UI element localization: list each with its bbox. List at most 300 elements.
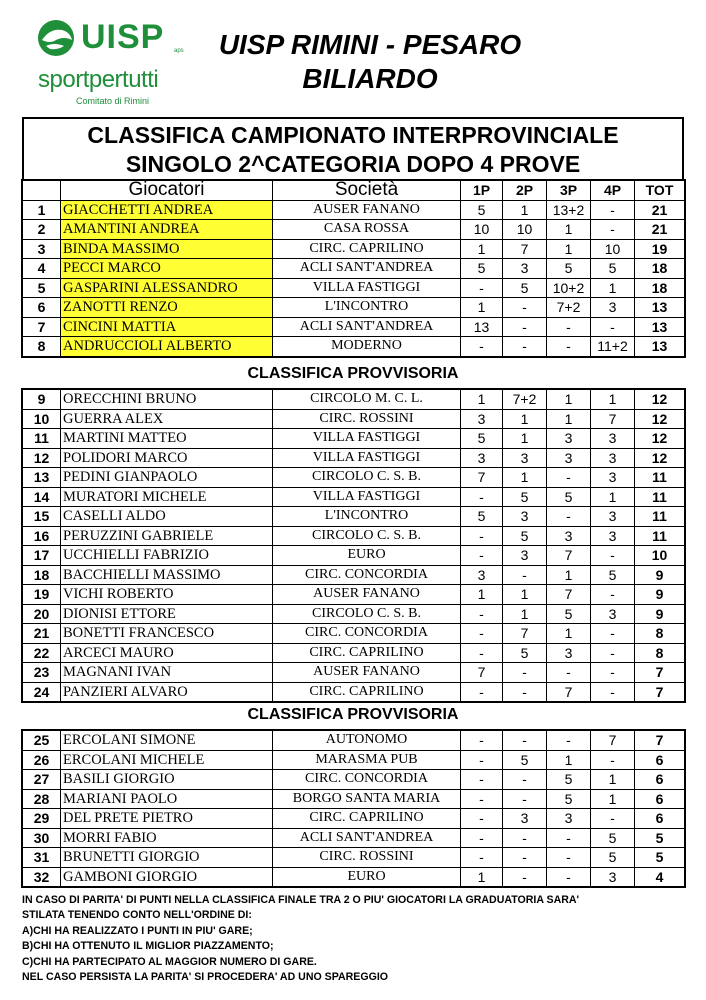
standings-table-provisional-2 [22, 730, 685, 887]
club-cell: VILLA FASTIGGI [273, 429, 461, 449]
total-cell: 7 [635, 682, 685, 702]
score-p3-cell: 5 [547, 259, 591, 279]
total-cell: 13 [635, 317, 685, 337]
score-p1-cell: - [461, 682, 503, 702]
player-name-cell: CINCINI MATTIA [61, 317, 273, 337]
score-p1-cell: - [461, 604, 503, 624]
score-p3-cell: 1 [547, 565, 591, 585]
score-p4-cell: 1 [591, 487, 635, 507]
score-p2-cell: 3 [503, 448, 547, 468]
score-p4-cell: 5 [591, 259, 635, 279]
score-p3-cell: 7 [547, 585, 591, 605]
rank-cell: 3 [23, 239, 61, 259]
title-line-2: BILIARDO [302, 63, 438, 94]
total-cell: 8 [635, 643, 685, 663]
score-p3-cell: 1 [547, 750, 591, 770]
section-title-provisional-2: CLASSIFICA PROVVISORIA [247, 706, 459, 723]
standings-table-provisional-1 [22, 389, 685, 702]
table-row [23, 770, 685, 790]
club-cell: CIRC. CONCORDIA [273, 770, 461, 790]
score-p3-cell: - [547, 337, 591, 357]
score-p1-cell: - [461, 789, 503, 809]
rank-cell: 11 [23, 429, 61, 449]
score-p4-cell: 5 [591, 565, 635, 585]
table-row [23, 448, 685, 468]
score-p2-cell: 3 [503, 507, 547, 527]
tiebreak-notes [22, 893, 684, 985]
score-p3-cell: - [547, 468, 591, 488]
note-line: STILATA TENENDO CONTO NELL'ORDINE DI: [22, 909, 252, 922]
score-p1-cell: 7 [461, 663, 503, 683]
header-tot: TOT [635, 181, 685, 201]
score-p4-cell: 3 [591, 507, 635, 527]
club-cell: MODERNO [273, 337, 461, 357]
club-cell: AUTONOMO [273, 731, 461, 751]
table-row [23, 390, 685, 410]
score-p4-cell: - [591, 750, 635, 770]
player-name-cell: MARIANI PAOLO [61, 789, 273, 809]
score-p1-cell: 7 [461, 468, 503, 488]
score-p1-cell: 3 [461, 565, 503, 585]
score-p2-cell: - [503, 298, 547, 318]
player-name-cell: ANDRUCCIOLI ALBERTO [61, 337, 273, 357]
score-p1-cell: - [461, 643, 503, 663]
score-p4-cell: 5 [591, 848, 635, 868]
rank-cell: 25 [23, 731, 61, 751]
player-name-cell: ZANOTTI RENZO [61, 298, 273, 318]
total-cell: 11 [635, 526, 685, 546]
total-cell: 5 [635, 848, 685, 868]
player-name-cell: BINDA MASSIMO [61, 239, 273, 259]
score-p4-cell: 7 [591, 731, 635, 751]
score-p3-cell: - [547, 867, 591, 887]
player-name-cell: BRUNETTI GIORGIO [61, 848, 273, 868]
score-p4-cell: - [591, 546, 635, 566]
player-name-cell: BONETTI FRANCESCO [61, 624, 273, 644]
rank-cell: 14 [23, 487, 61, 507]
club-cell: CIRCOLO C. S. B. [273, 468, 461, 488]
rank-cell: 32 [23, 867, 61, 887]
score-p3-cell: 7 [547, 546, 591, 566]
rank-cell: 23 [23, 663, 61, 683]
score-p3-cell: - [547, 731, 591, 751]
score-p4-cell: 7 [591, 409, 635, 429]
rank-cell: 18 [23, 565, 61, 585]
total-cell: 9 [635, 565, 685, 585]
score-p1-cell: 1 [461, 298, 503, 318]
rank-cell: 24 [23, 682, 61, 702]
score-p1-cell: 1 [461, 390, 503, 410]
table-row [23, 731, 685, 751]
club-cell: CIRC. CAPRILINO [273, 809, 461, 829]
club-cell: VILLA FASTIGGI [273, 278, 461, 298]
player-name-cell: PANZIERI ALVARO [61, 682, 273, 702]
score-p3-cell: 5 [547, 604, 591, 624]
table-row [23, 278, 685, 298]
score-p1-cell: - [461, 337, 503, 357]
club-cell: CIRC. CAPRILINO [273, 643, 461, 663]
title-line-1: UISP RIMINI - PESARO [218, 29, 522, 60]
score-p1-cell: 1 [461, 585, 503, 605]
table-row [23, 809, 685, 829]
score-p3-cell: 3 [547, 526, 591, 546]
table-row [23, 487, 685, 507]
rank-cell: 15 [23, 507, 61, 527]
player-name-cell: ARCECI MAURO [61, 643, 273, 663]
score-p2-cell: - [503, 770, 547, 790]
player-name-cell: ERCOLANI SIMONE [61, 731, 273, 751]
score-p3-cell: 3 [547, 643, 591, 663]
header-p4: 4P [591, 181, 635, 201]
score-p1-cell: - [461, 848, 503, 868]
player-name-cell: BASILI GIORGIO [61, 770, 273, 790]
player-name-cell: AMANTINI ANDREA [61, 220, 273, 240]
rank-cell: 4 [23, 259, 61, 279]
rank-cell: 13 [23, 468, 61, 488]
table-row [23, 526, 685, 546]
score-p2-cell: 1 [503, 200, 547, 220]
score-p3-cell: - [547, 507, 591, 527]
score-p3-cell: 1 [547, 409, 591, 429]
score-p3-cell: 5 [547, 487, 591, 507]
table-row [23, 409, 685, 429]
score-p2-cell: 5 [503, 487, 547, 507]
score-p1-cell: 5 [461, 200, 503, 220]
player-name-cell: PECCI MARCO [61, 259, 273, 279]
total-cell: 6 [635, 770, 685, 790]
score-p2-cell: 5 [503, 278, 547, 298]
score-p4-cell: 5 [591, 828, 635, 848]
table-header-row [23, 181, 685, 201]
score-p4-cell: 3 [591, 604, 635, 624]
table-row [23, 468, 685, 488]
total-cell: 12 [635, 448, 685, 468]
rank-cell: 10 [23, 409, 61, 429]
score-p2-cell: - [503, 565, 547, 585]
score-p4-cell: 3 [591, 468, 635, 488]
club-cell: CIRC. CAPRILINO [273, 682, 461, 702]
total-cell: 7 [635, 663, 685, 683]
player-name-cell: MORRI FABIO [61, 828, 273, 848]
player-name-cell: GAMBONI GIORGIO [61, 867, 273, 887]
rank-cell: 21 [23, 624, 61, 644]
player-name-cell: CASELLI ALDO [61, 507, 273, 527]
score-p2-cell: - [503, 682, 547, 702]
club-cell: CIRCOLO M. C. L. [273, 390, 461, 410]
total-cell: 6 [635, 789, 685, 809]
score-p3-cell: 1 [547, 390, 591, 410]
score-p1-cell: 3 [461, 409, 503, 429]
score-p4-cell: - [591, 220, 635, 240]
club-cell: AUSER FANANO [273, 585, 461, 605]
score-p2-cell: 10 [503, 220, 547, 240]
score-p4-cell: 3 [591, 429, 635, 449]
total-cell: 9 [635, 604, 685, 624]
club-cell: CIRC. CONCORDIA [273, 624, 461, 644]
note-line: NEL CASO PERSISTA LA PARITA' SI PROCEDERA' AD UNO SPAREGGIO [22, 971, 389, 984]
total-cell: 21 [635, 200, 685, 220]
score-p4-cell: 1 [591, 390, 635, 410]
total-cell: 13 [635, 298, 685, 318]
club-cell: CIRC. ROSSINI [273, 848, 461, 868]
player-name-cell: PEDINI GIANPAOLO [61, 468, 273, 488]
score-p3-cell: - [547, 317, 591, 337]
score-p4-cell: - [591, 585, 635, 605]
score-p2-cell: - [503, 867, 547, 887]
total-cell: 18 [635, 259, 685, 279]
rank-cell: 2 [23, 220, 61, 240]
table-row [23, 337, 685, 357]
score-p1-cell: - [461, 487, 503, 507]
club-cell: AUSER FANANO [273, 663, 461, 683]
total-cell: 18 [635, 278, 685, 298]
rank-cell: 16 [23, 526, 61, 546]
logo-tagline: sportpertutti [38, 66, 159, 93]
table-row [23, 317, 685, 337]
total-cell: 9 [635, 585, 685, 605]
score-p3-cell: 5 [547, 770, 591, 790]
club-cell: CIRC. CONCORDIA [273, 565, 461, 585]
total-cell: 8 [635, 624, 685, 644]
score-p4-cell: - [591, 682, 635, 702]
note-line: IN CASO DI PARITA' DI PUNTI NELLA CLASSIFICA FINALE TRA 2 O PIU' GIOCATORI LA GRADUATORIA SARA' [22, 894, 580, 906]
table-row [23, 750, 685, 770]
score-p1-cell: - [461, 828, 503, 848]
table-row [23, 585, 685, 605]
score-p3-cell: 7 [547, 682, 591, 702]
score-p3-cell: 7+2 [547, 298, 591, 318]
section-title-provisional-1: CLASSIFICA PROVVISORIA [247, 365, 459, 382]
rank-cell: 8 [23, 337, 61, 357]
score-p1-cell: 10 [461, 220, 503, 240]
club-cell: ACLI SANT'ANDREA [273, 259, 461, 279]
player-name-cell: MAGNANI IVAN [61, 663, 273, 683]
rank-cell: 28 [23, 789, 61, 809]
note-line: B)CHI HA OTTENUTO IL MIGLIOR PIAZZAMENTO; [22, 940, 274, 953]
score-p4-cell: - [591, 663, 635, 683]
score-p4-cell: - [591, 317, 635, 337]
score-p2-cell: 3 [503, 809, 547, 829]
score-p2-cell: 7 [503, 239, 547, 259]
score-p3-cell: 1 [547, 624, 591, 644]
club-cell: L'INCONTRO [273, 298, 461, 318]
total-cell: 4 [635, 867, 685, 887]
club-cell: MARASMA PUB [273, 750, 461, 770]
score-p1-cell: - [461, 731, 503, 751]
uisp-emblem-icon [36, 18, 78, 58]
score-p4-cell: 3 [591, 298, 635, 318]
score-p2-cell: 3 [503, 259, 547, 279]
rank-cell: 7 [23, 317, 61, 337]
score-p2-cell: 7+2 [503, 390, 547, 410]
score-p4-cell: 3 [591, 526, 635, 546]
player-name-cell: DIONISI ETTORE [61, 604, 273, 624]
player-name-cell: PERUZZINI GABRIELE [61, 526, 273, 546]
score-p2-cell: 1 [503, 468, 547, 488]
rank-cell: 1 [23, 200, 61, 220]
score-p2-cell: - [503, 789, 547, 809]
score-p2-cell: 1 [503, 585, 547, 605]
table-row [23, 298, 685, 318]
rank-cell: 6 [23, 298, 61, 318]
note-line: C)CHI HA PARTECIPATO AL MAGGIOR NUMERO DI GARE. [22, 955, 317, 968]
table-row [23, 848, 685, 868]
player-name-cell: VICHI ROBERTO [61, 585, 273, 605]
score-p2-cell: 1 [503, 429, 547, 449]
total-cell: 21 [635, 220, 685, 240]
score-p1-cell: - [461, 278, 503, 298]
table-row [23, 663, 685, 683]
score-p3-cell: 1 [547, 239, 591, 259]
club-cell: EURO [273, 546, 461, 566]
player-name-cell: MURATORI MICHELE [61, 487, 273, 507]
score-p4-cell: - [591, 643, 635, 663]
score-p2-cell: - [503, 828, 547, 848]
rank-cell: 26 [23, 750, 61, 770]
rank-cell: 19 [23, 585, 61, 605]
rank-cell: 29 [23, 809, 61, 829]
player-name-cell: ERCOLANI MICHELE [61, 750, 273, 770]
table-row [23, 259, 685, 279]
score-p3-cell: 13+2 [547, 200, 591, 220]
page-title [190, 28, 550, 96]
total-cell: 6 [635, 809, 685, 829]
score-p2-cell: 5 [503, 750, 547, 770]
score-p3-cell: 3 [547, 448, 591, 468]
player-name-cell: BACCHIELLI MASSIMO [61, 565, 273, 585]
score-p2-cell: - [503, 337, 547, 357]
score-p1-cell: - [461, 750, 503, 770]
club-cell: L'INCONTRO [273, 507, 461, 527]
score-p3-cell: - [547, 828, 591, 848]
score-p1-cell: 5 [461, 429, 503, 449]
header-pos [23, 181, 61, 201]
table-row [23, 682, 685, 702]
score-p4-cell: 3 [591, 867, 635, 887]
table-row [23, 429, 685, 449]
player-name-cell: POLIDORI MARCO [61, 448, 273, 468]
score-p1-cell: - [461, 770, 503, 790]
club-cell: VILLA FASTIGGI [273, 448, 461, 468]
score-p2-cell: 7 [503, 624, 547, 644]
club-cell: AUSER FANANO [273, 200, 461, 220]
club-cell: ACLI SANT'ANDREA [273, 317, 461, 337]
player-name-cell: DEL PRETE PIETRO [61, 809, 273, 829]
score-p3-cell: - [547, 663, 591, 683]
total-cell: 5 [635, 828, 685, 848]
total-cell: 12 [635, 409, 685, 429]
total-cell: 6 [635, 750, 685, 770]
table-row [23, 239, 685, 259]
total-cell: 11 [635, 507, 685, 527]
score-p4-cell: 11+2 [591, 337, 635, 357]
total-cell: 19 [635, 239, 685, 259]
score-p1-cell: 3 [461, 448, 503, 468]
score-p3-cell: - [547, 848, 591, 868]
rank-cell: 20 [23, 604, 61, 624]
score-p1-cell: - [461, 624, 503, 644]
score-p2-cell: - [503, 663, 547, 683]
score-p2-cell: - [503, 317, 547, 337]
table-row [23, 624, 685, 644]
score-p4-cell: 1 [591, 789, 635, 809]
score-p3-cell: 10+2 [547, 278, 591, 298]
rank-cell: 5 [23, 278, 61, 298]
club-cell: EURO [273, 867, 461, 887]
header-club: Società [273, 181, 461, 201]
table-row [23, 220, 685, 240]
total-cell: 12 [635, 390, 685, 410]
player-name-cell: GIACCHETTI ANDREA [61, 200, 273, 220]
rank-cell: 30 [23, 828, 61, 848]
ranking-banner [22, 117, 684, 180]
total-cell: 12 [635, 429, 685, 449]
club-cell: CIRC. ROSSINI [273, 409, 461, 429]
score-p3-cell: 3 [547, 809, 591, 829]
logo-aps: aps [174, 48, 184, 54]
score-p2-cell: - [503, 731, 547, 751]
score-p4-cell: 1 [591, 278, 635, 298]
table-row [23, 546, 685, 566]
logo-committee: Comitato di Rimini [76, 96, 150, 106]
score-p1-cell: - [461, 809, 503, 829]
club-cell: CIRCOLO C. S. B. [273, 526, 461, 546]
table-row [23, 200, 685, 220]
score-p4-cell: - [591, 624, 635, 644]
table-row [23, 604, 685, 624]
score-p4-cell: - [591, 200, 635, 220]
player-name-cell: ORECCHINI BRUNO [61, 390, 273, 410]
score-p1-cell: 5 [461, 507, 503, 527]
score-p2-cell: 5 [503, 643, 547, 663]
score-p1-cell: - [461, 546, 503, 566]
table-row [23, 828, 685, 848]
score-p3-cell: 1 [547, 220, 591, 240]
player-name-cell: UCCHIELLI FABRIZIO [61, 546, 273, 566]
score-p4-cell: 10 [591, 239, 635, 259]
score-p2-cell: - [503, 848, 547, 868]
score-p1-cell: 5 [461, 259, 503, 279]
total-cell: 11 [635, 468, 685, 488]
score-p3-cell: 3 [547, 429, 591, 449]
table-row [23, 867, 685, 887]
score-p2-cell: 3 [503, 546, 547, 566]
header-p3: 3P [547, 181, 591, 201]
rank-cell: 22 [23, 643, 61, 663]
score-p2-cell: 5 [503, 526, 547, 546]
header-p2: 2P [503, 181, 547, 201]
score-p1-cell: 1 [461, 239, 503, 259]
table-row [23, 565, 685, 585]
note-line: A)CHI HA REALIZZATO I PUNTI IN PIU' GARE; [22, 924, 253, 937]
club-cell: CIRC. CAPRILINO [273, 239, 461, 259]
club-cell: VILLA FASTIGGI [273, 487, 461, 507]
header-players: Giocatori [61, 181, 273, 201]
total-cell: 10 [635, 546, 685, 566]
logo-brand: UISP [81, 18, 165, 56]
table-row [23, 789, 685, 809]
score-p3-cell: 5 [547, 789, 591, 809]
club-cell: CIRCOLO C. S. B. [273, 604, 461, 624]
score-p4-cell: - [591, 809, 635, 829]
table-row [23, 643, 685, 663]
header-p1: 1P [461, 181, 503, 201]
club-cell: BORGO SANTA MARIA [273, 789, 461, 809]
rank-cell: 17 [23, 546, 61, 566]
player-name-cell: MARTINI MATTEO [61, 429, 273, 449]
standings-table-main [22, 180, 685, 357]
total-cell: 7 [635, 731, 685, 751]
